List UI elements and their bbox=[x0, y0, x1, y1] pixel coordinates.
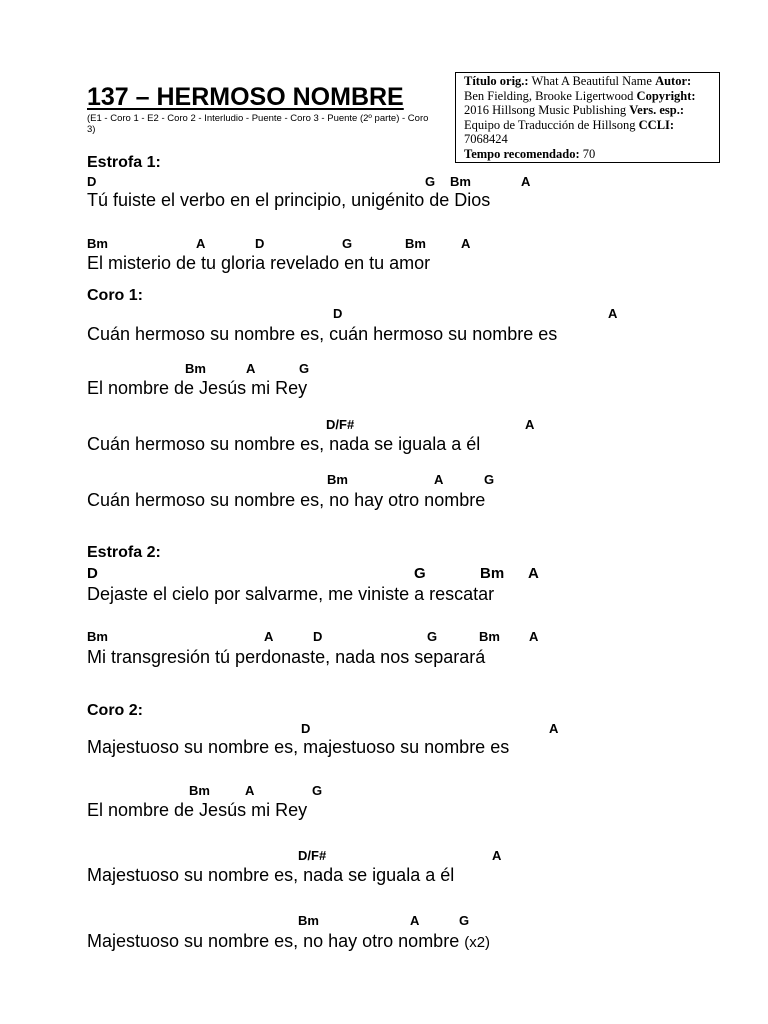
chord: Bm bbox=[87, 629, 108, 644]
chord: D bbox=[87, 174, 97, 189]
chord: D/F# bbox=[326, 417, 355, 432]
chord: A bbox=[246, 361, 256, 376]
titulo-label: Título orig.: bbox=[464, 74, 529, 88]
chord: A bbox=[410, 913, 420, 928]
titulo-value: What A Beautiful Name bbox=[531, 74, 652, 88]
chord: G bbox=[427, 629, 438, 644]
repeat-marker: (x2) bbox=[464, 934, 491, 951]
estrofa-1-label: Estrofa 1: bbox=[87, 154, 161, 171]
song-structure: (E1 - Coro 1 - E2 - Coro 2 - Interludio - Puente - Coro 3 - Puente (2º parte) - Coro 3) bbox=[87, 113, 429, 135]
lyric-line: Tú fuiste el verbo en el principio, unigénito de Dios bbox=[87, 190, 491, 210]
chord: D/F# bbox=[298, 848, 327, 863]
lyric-line: Majestuoso su nombre es, majestuoso su nombre es bbox=[87, 737, 510, 757]
chord: D bbox=[333, 306, 343, 321]
chord: D bbox=[87, 565, 98, 582]
autor-value: Ben Fielding, Brooke Ligertwood bbox=[464, 88, 634, 103]
chord: Bm bbox=[450, 174, 471, 189]
lyric-line: Mi transgresión tú perdonaste, nada nos separará bbox=[87, 647, 486, 667]
chord: G bbox=[299, 361, 310, 376]
coro-1-label: Coro 1: bbox=[87, 287, 143, 304]
lyric-line: Cuán hermoso su nombre es, no hay otro nombre bbox=[87, 490, 486, 510]
lyric-line: El nombre de Jesús mi Rey bbox=[87, 378, 308, 398]
chord: G bbox=[484, 472, 495, 487]
copyright-value: 2016 Hillsong Music Publishing bbox=[464, 103, 627, 118]
version-value: Equipo de Traducción de Hillsong bbox=[464, 117, 636, 132]
chord: Bm bbox=[405, 236, 426, 251]
chord: D bbox=[301, 721, 311, 736]
ccli-value: 7068424 bbox=[464, 132, 508, 147]
chord: Bm bbox=[327, 472, 348, 487]
chord: A bbox=[528, 565, 539, 582]
chord: A bbox=[608, 306, 618, 321]
chord: A bbox=[264, 629, 274, 644]
chord: D bbox=[255, 236, 265, 251]
chord: G bbox=[414, 565, 426, 582]
chord: D bbox=[313, 629, 323, 644]
chord: Bm bbox=[189, 783, 210, 798]
lyric-text: Majestuoso su nombre es, no hay otro nombre bbox=[87, 931, 460, 951]
lyric-line bbox=[87, 931, 490, 952]
song-title: 137 – HERMOSO NOMBRE bbox=[87, 83, 404, 111]
chord: A bbox=[196, 236, 206, 251]
ccli-label: CCLI: bbox=[638, 117, 675, 132]
chord: Bm bbox=[479, 629, 500, 644]
lyric-line: Majestuoso su nombre es, nada se iguala a él bbox=[87, 865, 455, 885]
chord: A bbox=[245, 783, 255, 798]
lyric-line: Cuán hermoso su nombre es, cuán hermoso su nombre es bbox=[87, 324, 558, 344]
chord: A bbox=[434, 472, 444, 487]
chord: A bbox=[549, 721, 559, 736]
song-info-box bbox=[455, 72, 720, 163]
lyric-line: Dejaste el cielo por salvarme, me viniste a rescatar bbox=[87, 584, 495, 604]
lyric-line: Cuán hermoso su nombre es, nada se iguala a él bbox=[87, 434, 481, 454]
tempo-value: 70 bbox=[582, 146, 596, 161]
chord: Bm bbox=[87, 236, 108, 251]
chord: G bbox=[312, 783, 323, 798]
lyric-line: El misterio de tu gloria revelado en tu amor bbox=[87, 253, 431, 273]
chord: A bbox=[521, 174, 531, 189]
chord: G bbox=[342, 236, 353, 251]
chord: Bm bbox=[298, 913, 319, 928]
chord: A bbox=[525, 417, 535, 432]
tempo-label: Tempo recomendado: bbox=[464, 146, 580, 161]
chord: A bbox=[529, 629, 539, 644]
version-label: Vers. esp.: bbox=[629, 103, 685, 118]
coro-2-label: Coro 2: bbox=[87, 702, 143, 719]
chord: G bbox=[425, 174, 436, 189]
lyric-line: El nombre de Jesús mi Rey bbox=[87, 800, 308, 820]
chord: Bm bbox=[480, 565, 505, 582]
autor-label: Autor: bbox=[655, 74, 692, 88]
chord: A bbox=[492, 848, 502, 863]
chord: G bbox=[459, 913, 470, 928]
chord: Bm bbox=[185, 361, 206, 376]
chord: A bbox=[461, 236, 471, 251]
copyright-label: Copyright: bbox=[636, 88, 696, 103]
estrofa-2-label: Estrofa 2: bbox=[87, 544, 161, 561]
